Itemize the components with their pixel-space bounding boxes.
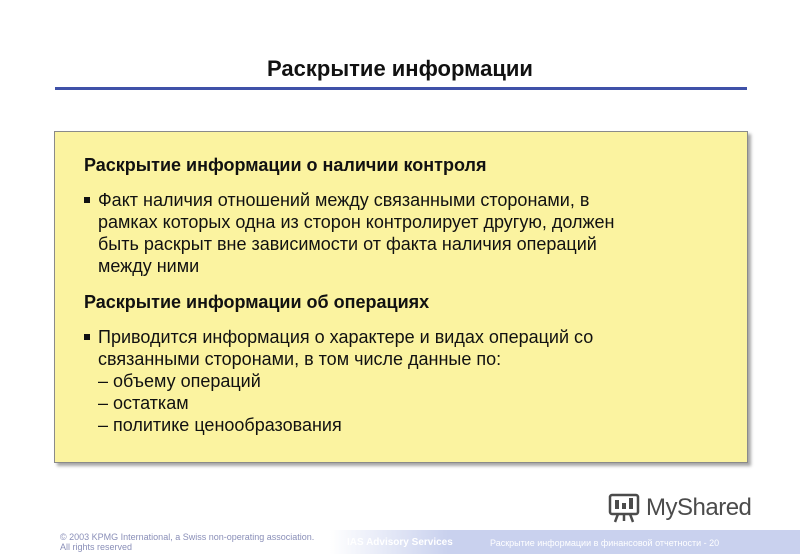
content-panel xyxy=(54,131,748,463)
footer-service-name: IAS Advisory Services xyxy=(347,537,453,548)
sub-item: – остаткам xyxy=(98,393,189,413)
bullet-line: Факт наличия отношений между связанными сторонами, в xyxy=(98,190,590,210)
sub-item: – политике ценообразования xyxy=(98,415,342,435)
bullet-line: рамках которых одна из сторон контролирует другую, должен xyxy=(98,212,615,232)
presentation-board-icon xyxy=(608,492,640,524)
footer-copyright xyxy=(60,532,314,552)
slide-title: Раскрытие информации xyxy=(267,56,533,81)
copyright-line: All rights reserved xyxy=(60,542,133,552)
square-bullet-icon xyxy=(84,197,90,203)
section-heading-operations: Раскрытие информации об операциях xyxy=(84,292,430,312)
bullet-line: быть раскрыт вне зависимости от факта наличия операций xyxy=(98,234,597,254)
bullet-text xyxy=(98,326,718,436)
square-bullet-icon xyxy=(84,334,90,340)
myshared-watermark xyxy=(608,492,751,524)
section-heading-control: Раскрытие информации о наличии контроля xyxy=(84,155,487,175)
watermark-text: MyShared xyxy=(646,494,752,521)
bullet-line: связанными сторонами, в том числе данные по: xyxy=(98,349,502,369)
sub-item: – объему операций xyxy=(98,371,261,391)
title-underline xyxy=(55,87,747,90)
bullet-text xyxy=(98,189,718,277)
footer-page-reference: Раскрытие информации в финансовой отчетности - 20 xyxy=(490,538,720,548)
bullet-line: Приводится информация о характере и видах операций со xyxy=(98,327,594,347)
copyright-line: © 2003 KPMG International, a Swiss non-operating association. xyxy=(60,532,315,542)
bullet-line: между ними xyxy=(98,256,200,276)
